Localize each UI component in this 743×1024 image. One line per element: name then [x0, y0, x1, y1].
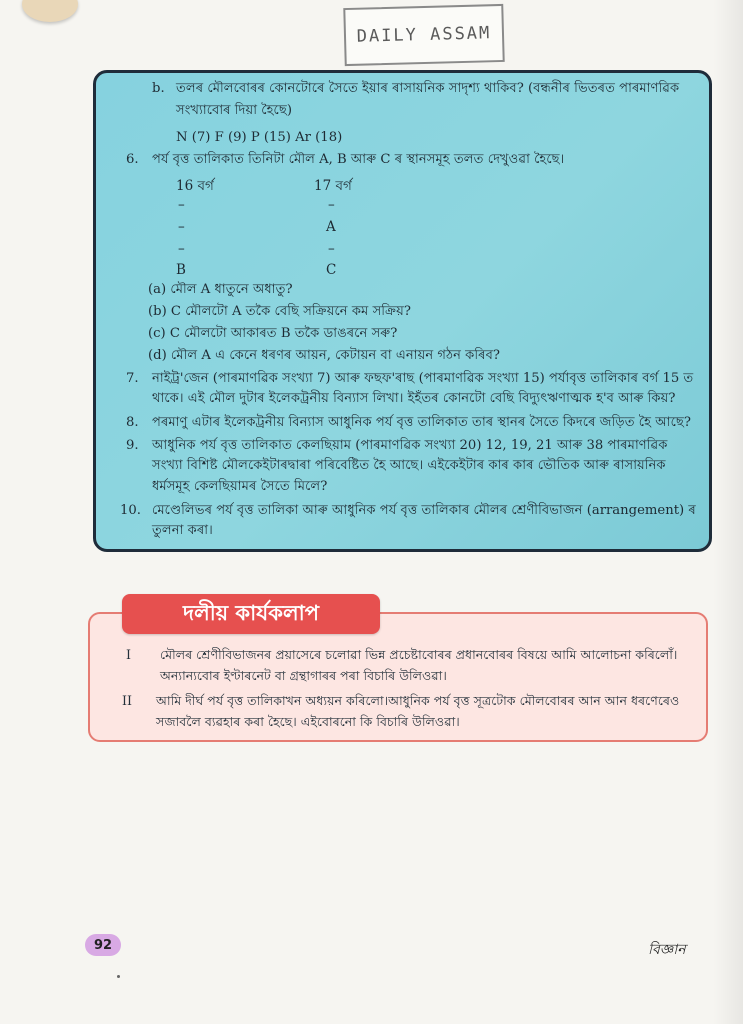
page-edge-shadow: [713, 0, 743, 1024]
group-activity-title: দলীয় কাৰ্যকলাপ: [122, 594, 380, 634]
table-col1-row1: –: [178, 197, 185, 213]
table-col1-row3: –: [178, 241, 185, 257]
activity-item: [122, 690, 702, 734]
activity-roman-2: II: [122, 693, 132, 708]
page-number-badge: 92: [85, 934, 121, 956]
table-col1-row4: B: [176, 262, 186, 278]
question-8-text: পৰমাণু এটাৰ ইলেকট্ৰনীয় বিন্যাস আধুনিক পৰ্য বৃত্ত তালিকাত তাৰ স্থানৰ সৈতে কিদৰে জড়িত হৈ আছে?: [152, 415, 691, 430]
question-6-number: 6.: [126, 152, 139, 167]
table-col2-header: 17 বৰ্গ: [314, 178, 352, 194]
question-b-label: b.: [152, 81, 165, 96]
watermark-stamp: DAILY ASSAM: [343, 4, 504, 66]
table-col2-row4: C: [326, 262, 337, 278]
question-6b: (b) C মৌলটো A তকৈ বেছি সক্রিয়নে কম সক্রিয়?: [148, 304, 411, 319]
question-b-text-line1: তলৰ মৌলবোৰৰ কোনটোৰে সৈতে ইয়াৰ ৰাসায়নিক সাদৃশ্য থাকিব? (বন্ধনীৰ ভিতৰত পাৰমাণৱিক: [176, 81, 680, 96]
question-10-text: মেণ্ডেলিভৰ পৰ্য বৃত্ত তালিকা আৰু আধুনিক পৰ্য বৃত্ত তালিকাৰ মৌলৰ শ্ৰেণীবিভাজন (arrangement) ৰ তুলনা কৰা।: [152, 503, 696, 539]
table-col2-row2: A: [326, 219, 336, 235]
questions-box: [93, 70, 712, 552]
activity-text-1: মৌলৰ শ্ৰেণীবিভাজনৰ প্ৰয়াসেৰে চলোৱা ভিন্ন প্ৰচেষ্টাবোৰৰ প্ৰধানবোৰৰ বিষয়ে আমি আলোচনা কৰিলোঁ। অন্যান্যবোৰ ইণ্টাৰনেট বা গ্ৰন্থাগাৰৰ পৰা বিচাৰি উলিওৱা।: [160, 647, 678, 684]
table-col2-row3: –: [328, 241, 335, 257]
question-7-text: নাইট্ৰ'জেন (পাৰমাণৱিক সংখ্যা 7) আৰু ফছফ'ৰাছ (পাৰমাণৱিক সংখ্যা 15) পৰ্যাবৃত্ত তালিকাৰ বৰ্গ 15 ত থাকে। এই মৌল দুটাৰ ইলেকট্ৰনীয় বিন্যাস লিখা। ইহঁতৰ কোনটো বেছি বিদ্যুৎঋণাত্মক হ'ব আৰু কিয়?: [152, 371, 694, 407]
question-b-elements: N (7) F (9) P (15) Ar (18): [176, 130, 343, 145]
activity-text-2: আমি দীৰ্ঘ পৰ্য বৃত্ত তালিকাখন অধ্যয়ন কৰিলো।আধুনিক পৰ্য বৃত্ত সূত্ৰটোক মৌলবোৰৰ আন আন ধৰণেৰেও সজাবলৈ ব্যৱহাৰ কৰা হৈছে। এইবোৰনো কি বিচাৰি উলিওৱা।: [156, 693, 680, 730]
table-col1-header: 16 বৰ্গ: [176, 178, 214, 194]
question-10-number: 10.: [120, 503, 141, 518]
question-8-number: 8.: [126, 415, 139, 430]
table-col2-row1: –: [328, 197, 335, 213]
question-6-text: পৰ্য বৃত্ত তালিকাত তিনিটা মৌল A, B আৰু C ৰ স্থানসমূহ তলত দেখুওৱা হৈছে।: [152, 152, 565, 167]
ink-dot: [117, 975, 120, 978]
question-b-text-line2: সংখ্যাবোৰ দিয়া হৈছে): [176, 103, 292, 118]
question-6c: (c) C মৌলটো আকাৰত B তকৈ ডাঙৰনে সৰু?: [148, 326, 398, 341]
question-6d: (d) মৌল A এ কেনে ধৰণৰ আয়ন, কেটায়ন বা এনায়ন গঠন কৰিব?: [148, 348, 501, 363]
question-7-number: 7.: [126, 371, 139, 386]
activity-item: [126, 644, 706, 688]
question-9-text: আধুনিক পৰ্য বৃত্ত তালিকাত কেলছিয়াম (পাৰমাণৱিক সংখ্যা 20) 12, 19, 21 আৰু 38 পাৰমাণৱিক সংখ্যা বিশিষ্ট মৌলকেইটাৰদ্বাৰা পৰিবেষ্টিত হৈ আছে। এইকেইটাৰ কাৰ কাৰ ভৌতিক আৰু ৰাসায়নিক ধৰ্মসমূহ কেলছিয়ামৰ সৈতে মিলে?: [152, 438, 668, 494]
table-col1-row2: –: [178, 219, 185, 235]
question-9-number: 9.: [126, 438, 139, 453]
corner-sticker: [22, 0, 78, 22]
question-6a: (a) মৌল A ধাতুনে অধাতু?: [148, 282, 293, 297]
subject-label: বিজ্ঞান: [648, 942, 686, 958]
activity-roman-1: I: [126, 647, 131, 662]
